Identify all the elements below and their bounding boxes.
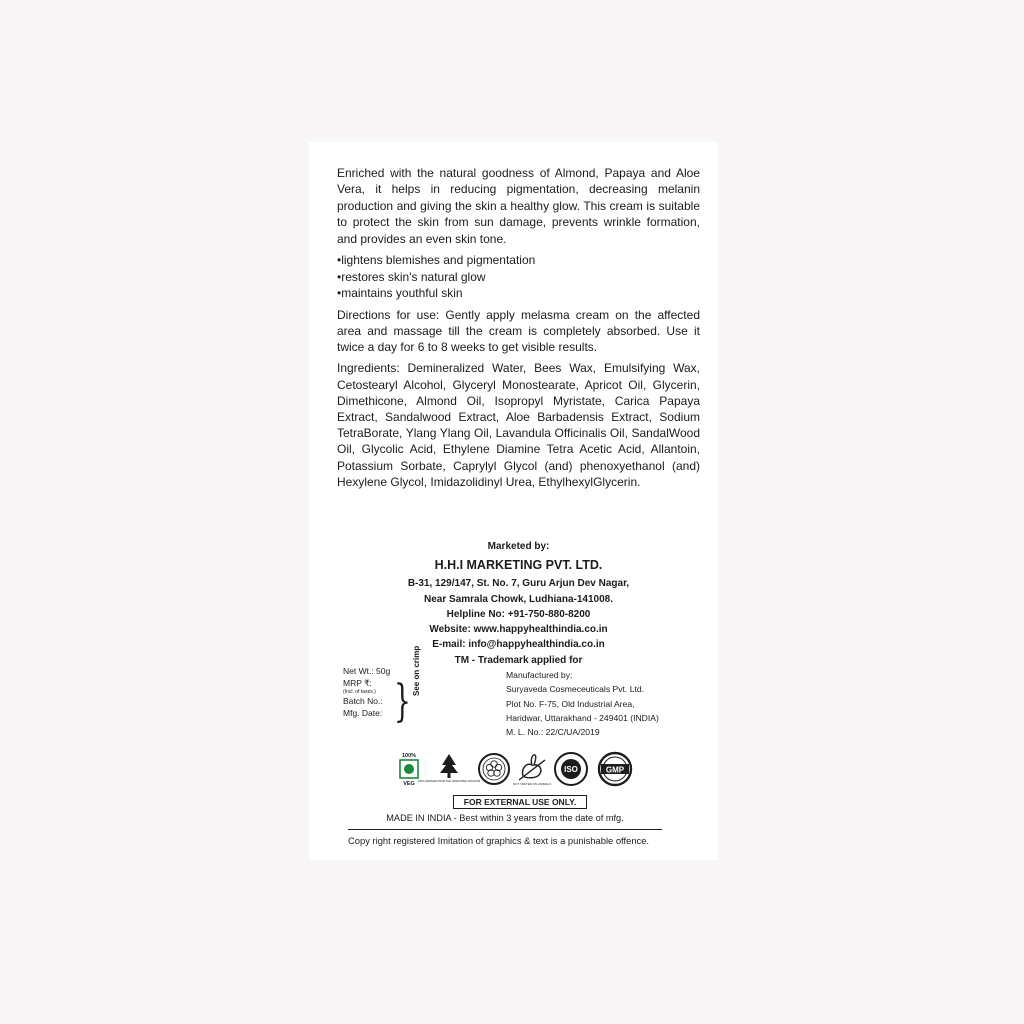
certification-logos — [397, 750, 647, 790]
marketer-block — [337, 539, 700, 668]
manufacturer-heading: Manufactured by: — [506, 670, 573, 680]
label-body — [337, 165, 700, 495]
marketer-address-line: B-31, 129/147, St. No. 7, Guru Arjun Dev Nagar, — [407, 578, 630, 590]
website: Website: www.happyhealthindia.co.in — [429, 624, 608, 636]
manufacturer-address-line: Plot No. F-75, Old Industrial Area, — [506, 698, 635, 709]
batch-no: Batch No.: — [343, 696, 383, 706]
mrp-note: (Incl. of taxes.) — [343, 689, 376, 695]
petal — [491, 761, 497, 767]
veg-top-text: 100% — [401, 753, 417, 759]
see-on-crimp: See on crimp — [412, 645, 421, 696]
iso-seal-icon — [553, 751, 589, 787]
benefit-item: • restores skin's natural glow — [337, 269, 700, 286]
marketer-company: H.H.I MARKETING PVT. LTD. — [434, 558, 603, 573]
manufacturer-block — [506, 668, 696, 739]
net-weight: Net Wt.: 50g — [343, 666, 391, 676]
copyright-notice: Copy right registered Imitation of graphics & text is a punishable offence. — [348, 835, 650, 846]
bunny-caption: NOT TESTED ON ANIMALS — [512, 782, 552, 786]
pack-details — [343, 666, 423, 736]
ingredients-list: Ingredients: Demineralized Water, Bees Wax, Emulsifying Wax, Cetostearyl Alcohol, Glyceryl Monostearate, Apricot Oil, Glycerin, Dimethicone, Almond Oil, Isopropyl Myristate, Carica Papaya Extract, Sandalwood Extract, Aloe Barbadensis Extract, Sodium TetraBorate, Ylang Ylang Oil, Lavandula Officinalis Oil, SandalWood Oil, Glycolic Acid, Ethylene Diamine Tetra Acetic Acid, Allantoin, Potassium Sorbate, Caprylyl Glycol (and) phenoxyethanol (and) Hexylene Glycol, Imidazolidinyl Urea, EthylhexylGlycerin. — [337, 361, 700, 489]
benefit-item: • maintains youthful skin — [337, 285, 700, 302]
gmp-text: GMP — [605, 765, 625, 775]
divider-line — [348, 829, 662, 830]
veg-bottom-text: VEG — [403, 781, 415, 787]
benefits-list — [337, 252, 700, 302]
tree-caption: 100% DERIVED FROM THE VEGETABLE KINGDOM — [417, 780, 481, 783]
manufacturer-name: Suryaveda Cosmeceuticals Pvt. Ltd. — [506, 684, 645, 695]
helpline: Helpline No: +91-750-880-8200 — [446, 608, 591, 620]
tree-icon — [417, 752, 481, 786]
trademark-note: TM - Trademark applied for — [454, 654, 583, 666]
external-use-warning: FOR EXTERNAL USE ONLY. — [453, 795, 587, 809]
manufacturing-license: M. L. No.: 22/C/UA/2019 — [506, 727, 600, 738]
brace-icon: } — [394, 676, 411, 727]
veg-dot — [404, 764, 414, 774]
tree-shape — [440, 754, 458, 773]
flower-seal-icon — [477, 752, 511, 786]
email: E-mail: info@happyhealthindia.co.in — [432, 639, 605, 651]
product-description: Enriched with the natural goodness of Almond, Papaya and Aloe Vera, it helps in reducing pigmentation, decreasing melanin production and giving the skin a healthy glow. This cream is suitable to protect the skin from sun damage, prevents wrinkle formation, and provides an even skin tone. — [337, 166, 700, 246]
made-in-india: MADE IN INDIA - Best within 3 years from the date of mfg. — [386, 813, 624, 823]
seal-ring — [479, 754, 509, 784]
mrp: MRP ₹: — [343, 677, 372, 688]
bunny-icon — [512, 752, 552, 786]
benefit-item: • lightens blemishes and pigmentation — [337, 252, 700, 269]
gmp-seal-icon — [595, 751, 635, 787]
mfg-date: Mfg. Date: — [343, 707, 383, 718]
iso-text: ISO — [564, 765, 578, 774]
marketer-address-line: Near Samrala Chowk, Ludhiana-141008. — [424, 593, 613, 605]
manufacturer-address-line: Haridwar, Uttarakhand - 249401 (INDIA) — [506, 712, 659, 723]
marketer-heading: Marketed by: — [487, 541, 550, 552]
tree-trunk — [448, 773, 451, 778]
directions-for-use: Directions for use: Gently apply melasma cream on the affected area and massage till the cream is completely absorbed. Use it twice a day for 6 to 8 weeks to get visible results. — [337, 307, 700, 355]
